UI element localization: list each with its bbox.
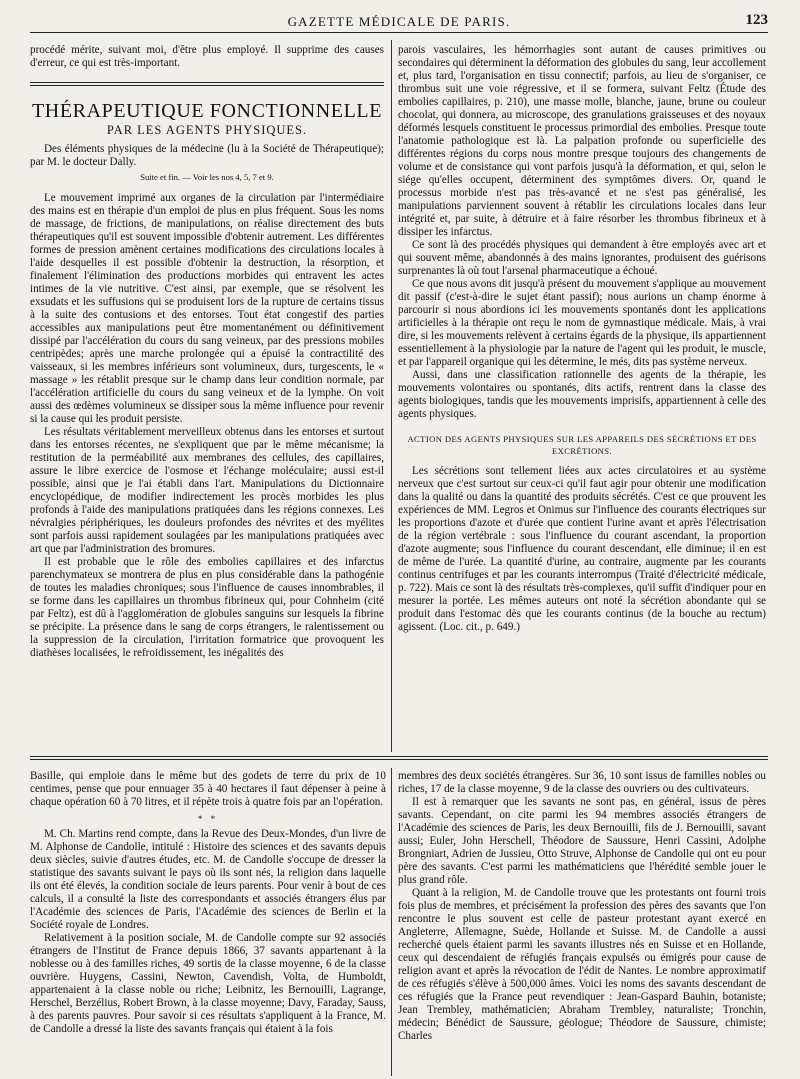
body-paragraph: Aussi, dans une classification rationnelle des agents de la thérapie, les mouvements volontaires ou spontanés, dits actifs, rentrent dans la classe des agents biologiques, tandis que les mouvements imprisifs, appartiennent à celle des agents physiques. [398,369,766,420]
body-paragraph: Le mouvement imprimé aux organes de la circulation par l'intermédiaire des mains est en thérapie d'un emploi de plus en plus fréquent. Sous les noms de massage, de frictions, de manipulations, on réalise directement des buts thérapeutiques qu'il est souvent impossible d'obtenir autrement. Les différentes formes de pression amènent certaines modifications des circulations locales à l'aide desquelles il est possible d'obtenir la destruction, la résorption, et finalement l'élimination des productions morbides qui entravent les actes intimes de la vie nutritive. C'est ainsi, par exemple, que se résolvent les exsudats et les suffusions qui se produisent lors de la rupture de certains tissus à la suite des contusions et des entorses. Tout état congestif des parties accessibles aux manipulations peut être momentanément ou définitivement dissipé par l'accélération du cours du sang veineux, par des pressions mobiles centripèdes; après une marche prolongée qui a épuisé la contractilité des vaisseaux, si les membres inférieurs sont volumineux, durs, turgescents, le « massage » les rétablit presque sur le champ dans leur condition normale, par l'accélération artificielle du cours du sang veineux et de la lymphe. On voit aussi des œdèmes volumineux se dissiper sous la même influence pour revenir si la cause qui les produit persiste. [30,192,384,425]
column-rule-bottom [391,768,392,1076]
body-paragraph: Les sécrétions sont tellement liées aux actes circulatoires et au système nerveux que c'est surtout sur ceux-ci qu'il faut agir pour obtenir une modification dans la qualité ou dans la quantité des produits sécrétés. C'est ce que prouvent les expériences de MM. Legros et Onimus sur l'influence des courants électriques sur les proportions d'azote et d'urée que contient l'urine avant et après l'électrisation de la région vertébrale : sous l'influence du courant ascendant, la proportion d'azote augmente; sous l'influence du courant descendant, elle diminue; il en est de même de l'urée. La quantité d'urine, au contraire, augmente par les courants continus centrifuges et par les courants interrompus (Traité d'électricité médicale, p. 722). Mais ce sont là des résultats très-complexes, qu'il suffit d'indiquer pour en mesurer la portée. Les mêmes auteurs ont noté la sécrétion abondante qui se produit dans l'estomac dès que les courants continus (de la bouche au rectum) agissent. (Loc. cit., p. 649.) [398,465,766,633]
top-left-column [30,44,384,749]
feuilleton-paragraph: Basille, qui emploie dans le même but des godets de terre du prix de 10 centimes, pense que pour ennuager 35 à 40 hectares il faut dépenser à peine à chaque opération 60 à 70 litres, et il répète trois à quatre fois par an l'opération. [30,770,386,808]
journal-title: GAZETTE MÉDICALE DE PARIS. [287,14,511,29]
feuilleton-paragraph: membres des deux sociétés étrangères. Sur 36, 10 sont issus de familles nobles ou riches, 17 de la classe moyenne, 9 de la classe des ouvriers ou des cultivateurs. [398,770,766,795]
body-paragraph: Il est probable que le rôle des embolies capillaires et des infarctus parenchymateux se montrera de plus en plus considérable dans la pathogénie de toutes les maladies chroniques; sous l'influence de causes innombrables, il se forme dans les capillaires un thrombus fibrineux qui, pour Cohnheim (cité par Feltz), est dû à l'agglomération de globules sanguins sur lesquels la fibrine se précipite. La présence dans le sang de corps étrangers, le ralentissement ou la suppression de la circulation, l'irritation formatrice que provoquent les diathèses localisées, le refroidissement, les inégalités des [30,556,384,659]
column-rule-top [391,40,392,752]
body-paragraph: Les résultats véritablement merveilleux obtenus dans les entorses et surtout dans les entorses récentes, ne s'expliquent que par le même mécanisme; la restitution de la perméabilité aux membranes des cellules, des capillaires, assure le libre exercice de l'osmose et l'échange moléculaire; aussi est-il possible, ainsi que je l'ai établi dans l'art. Manipulations du Dictionnaire encyclopédique, de modifier indirectement les procès morbides les plus profonds à l'aide des manipulations pratiquées dans les régions connexes. Les névralgies périphériques, les douleurs profondes des névrites et des myélites sont parfois aussi rapidement soulagées par les manipulations pratiquées avec art que par l'administration des bromures. [30,426,384,555]
feuilleton-divider [30,756,768,760]
body-paragraph: Ce sont là des procédés physiques qui demandent à être employés avec art et qui souvent même, abandonnés à des mains ignorantes, produisent des guérisons surprenantes là où tout l'arsenal pharmaceutique a échoué. [398,239,766,277]
body-paragraph: parois vasculaires, les hémorrhagies sont autant de causes primitives ou secondaires qui déterminent la déformation des globules du sang, leur accollement et, plus tard, l'organisation en tissu connectif; parfois, au lieu de s'organiser, ce thrombus suit une voie régressive, et il se formera, suivant Feltz (Étude des embolies capillaires, p. 210), une masse molle, blanche, jaune, brune ou couleur chocolat, qui donnera, au microscope, des granulations graisseuses et des noyaux déformés lesquels constituent le processus primordial des embolies. Presque toute l'anatomie pathologique est là. La palpation profonde ou superficielle des différentes régions du corps nous montre presque toujours des changements de volume et de consistance qui vont parfois jusqu'à la déformation, et qui, selon le siége qu'elles occupent, déterminent des symptômes divers. Or, quand le processus morbide n'est pas très-avancé et ne s'est pas généralisé, les manipulations parviennent souvent à rétablir les circulations locales dans leur intégrité et, par suite, à détruire et à faire résorber les thrombus fibrineux et à dissiper les infarctus. [398,44,766,238]
asterism-separator: * * [197,814,219,824]
article-heading: Des éléments physiques de la médecine (lu à la Société de Thérapeutique); par M. le docteur Dally. [30,143,384,168]
feuilleton-paragraph: Quant à la religion, M. de Candolle trouve que les protestants ont fourni trois fois plus de membres, et précisément la profession des pères des savants que l'on rencontre le plus souvent est celle de pasteur protestant ayant exercé en Angleterre, Allemagne, Suède, Hollande et Suisse. M. de Candolle a aussi recherché quels étaient parmi les savants illustres nés en Suisse et en Hollande, ceux qui descendaient de réfugiés français expulsés ou émigrés pour cause de religion avant et après la révocation de l'édit de Nantes. Le nombre approximatif de ces réfugiés s'élève à 500,000 âmes. Voici les noms des savants descendant de ces réfugiés que la France peut revendiquer : Jean-Gaspard Bauhin, botaniste; Jean Trembley, mathématicien; Abraham Trembley, naturaliste; Tronchin, médecin; Bénédict de Saussure, géologue; Théodore de Saussure, chimiste; Charles [398,887,766,1042]
section-subtitle: PAR LES AGENTS PHYSIQUES. [106,123,308,137]
feuilleton-paragraph: Il est à remarquer que les savants ne sont pas, en général, issus de pères savants. Cependant, on cite parmi les 94 membres associés étrangers de l'Académie des sciences de Paris, les deux Bernouilli, fils de J. Bernouilli, savant aussi; Euler, John Herschell, Théodore de Saussure, Henri Cassini, Adolphe Brongniart, Adrien de Jussieu, Otto Struve, Alphonse de Candolle qui ont eu pour père des savants. C'est parmi les mathématiciens que l'hérédité semble jouer le plus grand rôle. [398,796,766,886]
source-note: Suite et fin. — Voir les nos 4, 5, 7 et 9. [140,172,274,182]
continuation-paragraph: procédé mérite, suivant moi, d'être plus employé. Il supprime des causes d'erreur, ce qui est très-important. [30,44,384,69]
feuilleton-right-column [398,770,766,1076]
top-right-column [398,44,766,749]
running-head [30,6,768,33]
section-title: THÉRAPEUTIQUE FONCTIONNELLE [31,100,383,122]
body-paragraph: Ce que nous avons dit jusqu'à présent du mouvement s'applique au mouvement dit passif (c'est-à-dire le sujet étant passif); nous aurions un champ énorme à parcourir si nous abordions ici les mouvements spontanés dont les applications artificielles à la thérapie ont reçu le nom de gymnastique médicale. Mais, à vrai dire, si les mouvements relèvent à certains égards de la physique, ils appartiennent essentiellement à la physiologie par la nature de l'agent qui les produit, le muscle, et par l'appareil organique qui les détermine, le més, dits pas système nerveux. [398,278,766,368]
page-number: 123 [745,12,768,28]
feuilleton-paragraph: M. Ch. Martins rend compte, dans la Revue des Deux-Mondes, d'un livre de M. Alphonse de Candolle, intitulé : Histoire des sciences et des savants depuis deux siècles, suivie d'autres études, etc. M. de Candolle s'occupe de dresser la statistique des savants suivant le pays où ils sont nés, la religion dans laquelle ils ont été élevés, la condition sociale de leurs parents. Pour venir à bout de ces calculs, il a consulté la liste des correspondants et associés étrangers élus par l'Académie des sciences de Paris, l'Académie des sciences de Berlin et la Société royale de Londres. [30,828,386,931]
feuilleton-paragraph: Relativement à la position sociale, M. de Candolle compte sur 92 associés étrangers de l'Institut de France depuis 1866, 37 savants appartenant à la noblesse ou à des familles riches, 49 sortis de la classe moyenne, 6 de la classe ouvrière. Huygens, Cassini, Newton, Cavendish, Volta, de Humboldt, appartenaient à la classe noble ou riche; Leibnitz, les Bernouilli, Lagrange, Herschel, Berzélius, Robert Brown, à la classe moyenne; Davy, Faraday, Sauss, à des parents pauvres. Pour savoir si ces résultats s'appliquent à la France, M. de Candolle a dressé la liste des savants français qui étaient à la fois [30,932,386,1035]
feuilleton-left-column [30,770,386,1076]
section-divider [30,82,384,86]
subsection-heading: ACTION DES AGENTS PHYSIQUES SUR LES APPAREILS DES SÉCRÉTIONS ET DES EXCRÉTIONS. [407,434,757,456]
